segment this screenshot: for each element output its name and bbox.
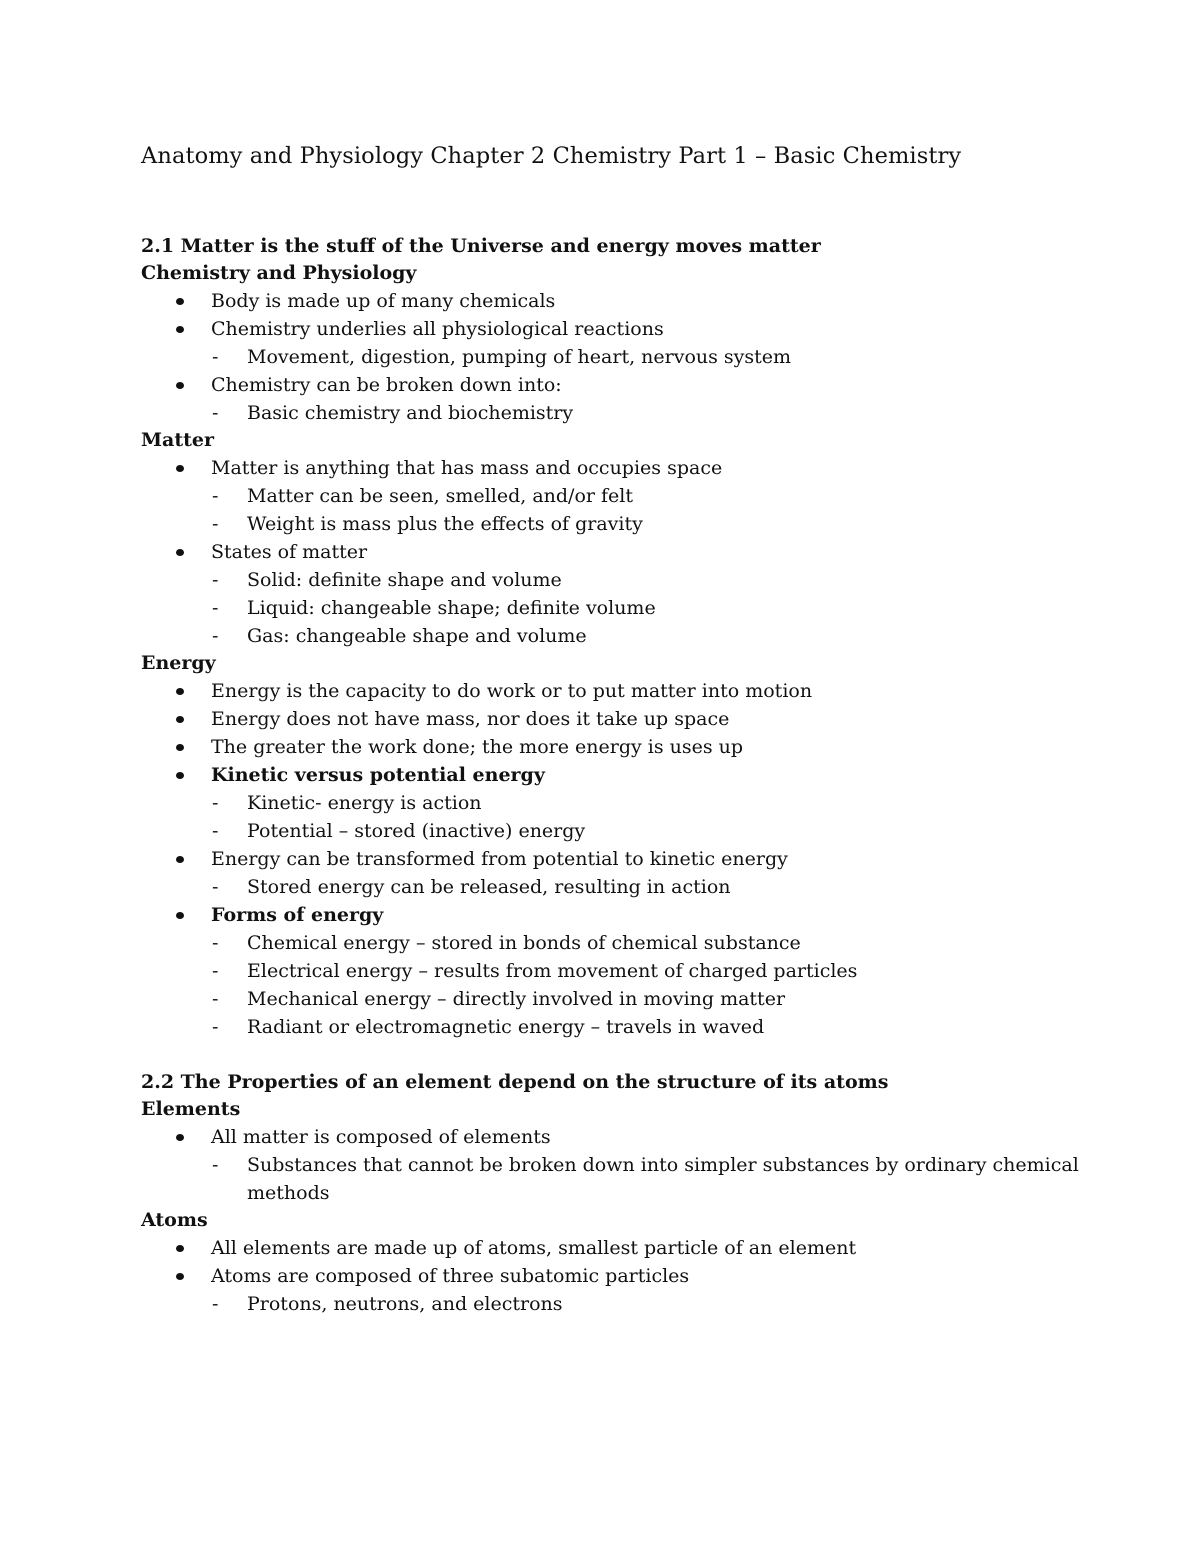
- page-title: Anatomy and Physiology Chapter 2 Chemistry Part 1 – Basic Chemistry: [141, 143, 962, 169]
- bullet-item: [141, 315, 1101, 343]
- sub-item: [141, 817, 1101, 845]
- sub-item-text: Matter can be seen, smelled, and/or felt: [247, 485, 633, 507]
- bullet-icon: [176, 772, 184, 779]
- bullet-item: [141, 845, 1101, 873]
- bullet-item: [141, 705, 1101, 733]
- sub-item-text: Movement, digestion, pumping of heart, nervous system: [247, 346, 792, 368]
- bullet-item: [141, 1234, 1101, 1262]
- sub-item-text: Electrical energy – results from movement of charged particles: [247, 960, 858, 982]
- bullet-icon: [176, 382, 184, 389]
- bullet-text: All matter is composed of elements: [211, 1126, 551, 1148]
- dash-icon: -: [212, 1016, 219, 1038]
- bullet-text: Chemistry can be broken down into:: [211, 374, 562, 396]
- section-2-1: [141, 232, 1101, 1041]
- dash-icon: -: [212, 932, 219, 954]
- dash-icon: -: [212, 792, 219, 814]
- sub-item-text: Weight is mass plus the effects of gravity: [247, 513, 643, 535]
- bullet-item: [141, 454, 1101, 482]
- dash-icon: -: [212, 876, 219, 898]
- bullet-icon: [176, 1245, 184, 1252]
- subsection-heading: Energy: [141, 652, 216, 674]
- bullet-icon: [176, 298, 184, 305]
- dash-icon: -: [212, 402, 219, 424]
- bullet-icon: [176, 549, 184, 556]
- sub-item-text: Mechanical energy – directly involved in moving matter: [247, 988, 786, 1010]
- sub-item: [141, 1290, 1101, 1318]
- bullet-icon: [176, 716, 184, 723]
- bullet-text: Kinetic versus potential energy: [211, 764, 545, 786]
- sub-item-text: Basic chemistry and biochemistry: [247, 402, 574, 424]
- sub-item-text: Gas: changeable shape and volume: [247, 625, 587, 647]
- bullet-icon: [176, 326, 184, 333]
- bullet-text: All elements are made up of atoms, smallest particle of an element: [211, 1237, 857, 1259]
- bullet-item: [141, 371, 1101, 399]
- bullet-item: [141, 733, 1101, 761]
- section-heading: 2.1 Matter is the stuff of the Universe and energy moves matter: [141, 235, 821, 257]
- dash-icon: -: [212, 988, 219, 1010]
- subsection-heading: Chemistry and Physiology: [141, 262, 417, 284]
- sub-item: [141, 566, 1101, 594]
- dash-icon: -: [212, 1293, 219, 1315]
- sub-item: [141, 1151, 1101, 1207]
- bullet-item: [141, 1123, 1101, 1151]
- sub-item-text: Chemical energy – stored in bonds of chemical substance: [247, 932, 801, 954]
- bullet-text: Chemistry underlies all physiological reactions: [211, 318, 664, 340]
- sub-item-text: Kinetic- energy is action: [247, 792, 482, 814]
- sub-item: [141, 343, 1101, 371]
- bullet-text: Forms of energy: [211, 904, 384, 926]
- bullet-icon: [176, 688, 184, 695]
- dash-icon: -: [212, 569, 219, 591]
- sub-item: [141, 1013, 1101, 1041]
- sub-item: [141, 929, 1101, 957]
- bullet-item: [141, 901, 1101, 929]
- bullet-item: [141, 538, 1101, 566]
- section-2-2: [141, 1068, 1101, 1318]
- bullet-item: [141, 287, 1101, 315]
- sub-item: [141, 957, 1101, 985]
- bullet-text: Energy is the capacity to do work or to put matter into motion: [211, 680, 813, 702]
- subsection-heading: Elements: [141, 1098, 241, 1120]
- bullet-text: Body is made up of many chemicals: [211, 290, 556, 312]
- sub-item-text: Radiant or electromagnetic energy – travels in waved: [247, 1016, 765, 1038]
- bullet-text: Matter is anything that has mass and occupies space: [211, 457, 723, 479]
- sub-item-text: Liquid: changeable shape; definite volume: [247, 597, 656, 619]
- bullet-icon: [176, 744, 184, 751]
- dash-icon: -: [212, 513, 219, 535]
- bullet-text: The greater the work done; the more energy is uses up: [211, 736, 744, 758]
- sub-item: [141, 873, 1101, 901]
- sub-item: [141, 622, 1101, 650]
- sub-item: [141, 482, 1101, 510]
- sub-item: [141, 985, 1101, 1013]
- sub-item-text: Solid: definite shape and volume: [247, 569, 562, 591]
- sub-item-text: Substances that cannot be broken down into simpler substances by ordinary chemical methods: [247, 1154, 1079, 1204]
- dash-icon: -: [212, 625, 219, 647]
- dash-icon: -: [212, 346, 219, 368]
- bullet-icon: [176, 1273, 184, 1280]
- dash-icon: -: [212, 1154, 219, 1176]
- bullet-item: [141, 1262, 1101, 1290]
- bullet-text: Energy can be transformed from potential to kinetic energy: [211, 848, 788, 870]
- bullet-icon: [176, 856, 184, 863]
- dash-icon: -: [212, 597, 219, 619]
- sub-item: [141, 789, 1101, 817]
- sub-item-text: Stored energy can be released, resulting in action: [247, 876, 731, 898]
- subsection-heading: Matter: [141, 429, 214, 451]
- section-heading: 2.2 The Properties of an element depend on the structure of its atoms: [141, 1071, 889, 1093]
- bullet-icon: [176, 1134, 184, 1141]
- bullet-text: Atoms are composed of three subatomic particles: [211, 1265, 690, 1287]
- sub-item: [141, 594, 1101, 622]
- subsection-heading: Atoms: [141, 1209, 208, 1231]
- sub-item: [141, 399, 1101, 427]
- dash-icon: -: [212, 485, 219, 507]
- sub-item-text: Protons, neutrons, and electrons: [247, 1293, 563, 1315]
- bullet-item: [141, 677, 1101, 705]
- bullet-text: States of matter: [211, 541, 368, 563]
- dash-icon: -: [212, 820, 219, 842]
- sub-item-text: Potential – stored (inactive) energy: [247, 820, 586, 842]
- dash-icon: -: [212, 960, 219, 982]
- bullet-text: Energy does not have mass, nor does it take up space: [211, 708, 730, 730]
- bullet-icon: [176, 465, 184, 472]
- sub-item: [141, 510, 1101, 538]
- bullet-icon: [176, 912, 184, 919]
- bullet-item: [141, 761, 1101, 789]
